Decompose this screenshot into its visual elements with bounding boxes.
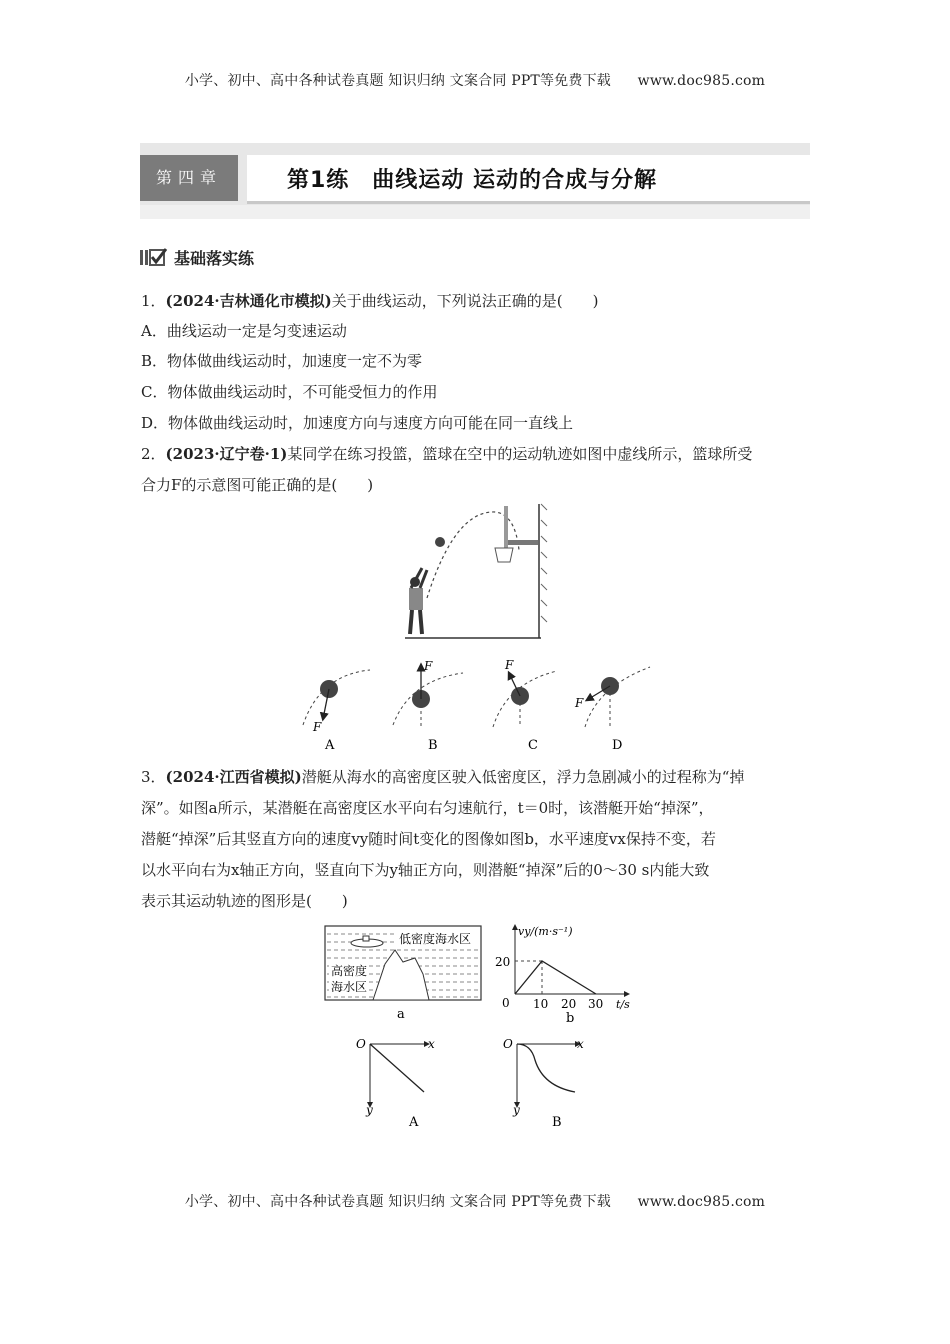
section-label: 基础落实练 xyxy=(174,248,255,268)
x-label: x xyxy=(577,1037,584,1051)
q3-source: (2024·江西省模拟) xyxy=(165,768,302,786)
header-url[interactable]: www.doc985.com xyxy=(637,73,766,89)
force-label-a: F xyxy=(313,720,322,734)
answer-figure-b xyxy=(495,1034,590,1134)
header-text: 小学、初中、高中各种试卷真题 知识归纳 文案合同 PPT等免费下载 xyxy=(184,73,611,89)
high-density-label-2: 海水区 xyxy=(331,980,368,994)
x-tick-10: 10 xyxy=(533,997,549,1011)
q3-stem-line4: 以水平向右为x轴正方向，竖直向下为y轴正方向，则潜艇“掉深”后的0～30 s内能大致 xyxy=(141,861,710,879)
choice-label-d: D xyxy=(612,738,623,753)
choice-c xyxy=(493,658,557,753)
force-label-c: F xyxy=(505,658,514,672)
q1-text: 关于曲线运动，下列说法正确的是( ) xyxy=(331,292,599,310)
q1-option-a: A．曲线运动一定是匀变速运动 xyxy=(141,322,347,340)
low-density-label: 低密度海水区 xyxy=(399,932,472,946)
page-title: 第1练 曲线运动 运动的合成与分解 xyxy=(287,168,657,193)
q2-stem-line1 xyxy=(141,443,752,464)
q1-option-d: D．物体做曲线运动时，加速度方向与速度方向可能在同一直线上 xyxy=(141,414,574,432)
trajectory-curve xyxy=(517,1044,575,1092)
choice-label-a: A xyxy=(325,738,335,753)
basketball-figure xyxy=(395,500,555,642)
y-label: y xyxy=(366,1103,373,1117)
q2-stem-line2: 合力F的示意图可能正确的是( ) xyxy=(141,476,374,494)
basketball-icon xyxy=(435,537,445,547)
page-header xyxy=(0,70,950,90)
q1-stem xyxy=(141,290,598,311)
wall-hatching xyxy=(541,504,547,622)
rim-support xyxy=(508,540,538,545)
q3-stem-line2: 深”。如图a所示，某潜艇在高密度区水平向右匀速航行，t＝0时，该潜艇开始“掉深”， xyxy=(141,799,714,817)
q3-stem-line1 xyxy=(141,766,744,787)
footer-url[interactable]: www.doc985.com xyxy=(637,1194,766,1210)
q1-source: (2024·吉林通化市模拟) xyxy=(165,292,332,310)
choice-d xyxy=(574,667,650,753)
y-tick-20: 20 xyxy=(495,955,511,969)
choice-a xyxy=(303,670,370,753)
choice-label-b: B xyxy=(428,738,438,753)
q1-option-b: B．物体做曲线运动时，加速度一定不为零 xyxy=(141,352,423,370)
x-tick-0: 0 xyxy=(502,996,510,1010)
x-tick-20: 20 xyxy=(561,997,577,1011)
checkbox-icon xyxy=(140,247,168,267)
x-label: x xyxy=(428,1037,435,1051)
force-choices xyxy=(295,655,665,755)
q1-option-c: C．物体做曲线运动时，不可能受恒力的作用 xyxy=(141,383,438,401)
basket-net xyxy=(495,548,513,562)
choice-b xyxy=(393,659,463,753)
player-icon xyxy=(409,568,427,634)
choice-label-c: C xyxy=(528,738,538,753)
q3-number: 3． xyxy=(141,768,166,786)
backboard xyxy=(504,506,508,548)
page-footer xyxy=(0,1191,950,1211)
q2-source: (2023·辽宁卷·1) xyxy=(165,445,288,463)
force-label-b: F xyxy=(424,659,433,673)
x-tick-30: 30 xyxy=(588,997,604,1011)
high-density-label-1: 高密度 xyxy=(331,964,368,978)
chapter-banner xyxy=(140,143,810,235)
vy-series-line xyxy=(515,961,596,994)
figure-a-caption: a xyxy=(397,1007,405,1022)
figure-a-sea xyxy=(323,924,483,1024)
q3-text-1: 潜艇从海水的高密度区驶入低密度区，浮力急剧减小的过程称为“掉 xyxy=(301,768,745,786)
q3-stem-line3: 潜艇“掉深”后其竖直方向的速度vy随时间t变化的图像如图b，水平速度vx保持不变，若 xyxy=(141,830,716,848)
figure-b-caption: b xyxy=(566,1011,575,1026)
answer-figure-a xyxy=(352,1034,442,1134)
vy-axis-label: vy/(m·s⁻¹) xyxy=(518,925,573,938)
origin-label: O xyxy=(503,1037,513,1051)
t-axis-label: t/s xyxy=(616,998,630,1011)
banner-shadow xyxy=(140,205,810,219)
force-label-d: F xyxy=(575,696,584,710)
q2-text-1: 某同学在练习投篮，篮球在空中的运动轨迹如图中虚线所示，篮球所受 xyxy=(287,445,753,463)
q2-number: 2． xyxy=(141,445,166,463)
figure-b-vy-t-chart xyxy=(490,920,640,1026)
y-label: y xyxy=(513,1103,520,1117)
answer-a-caption: A xyxy=(409,1115,419,1130)
answer-b-caption: B xyxy=(552,1115,562,1130)
q3-stem-line5: 表示其运动轨迹的图形是( ) xyxy=(141,892,348,910)
footer-text: 小学、初中、高中各种试卷真题 知识归纳 文案合同 PPT等免费下载 xyxy=(184,1194,611,1210)
origin-label: O xyxy=(356,1037,366,1051)
trajectory-line xyxy=(370,1044,424,1092)
title-box xyxy=(247,155,810,204)
chapter-label: 第四章 xyxy=(140,155,238,201)
q1-number: 1． xyxy=(141,292,166,310)
section-heading xyxy=(140,245,254,269)
